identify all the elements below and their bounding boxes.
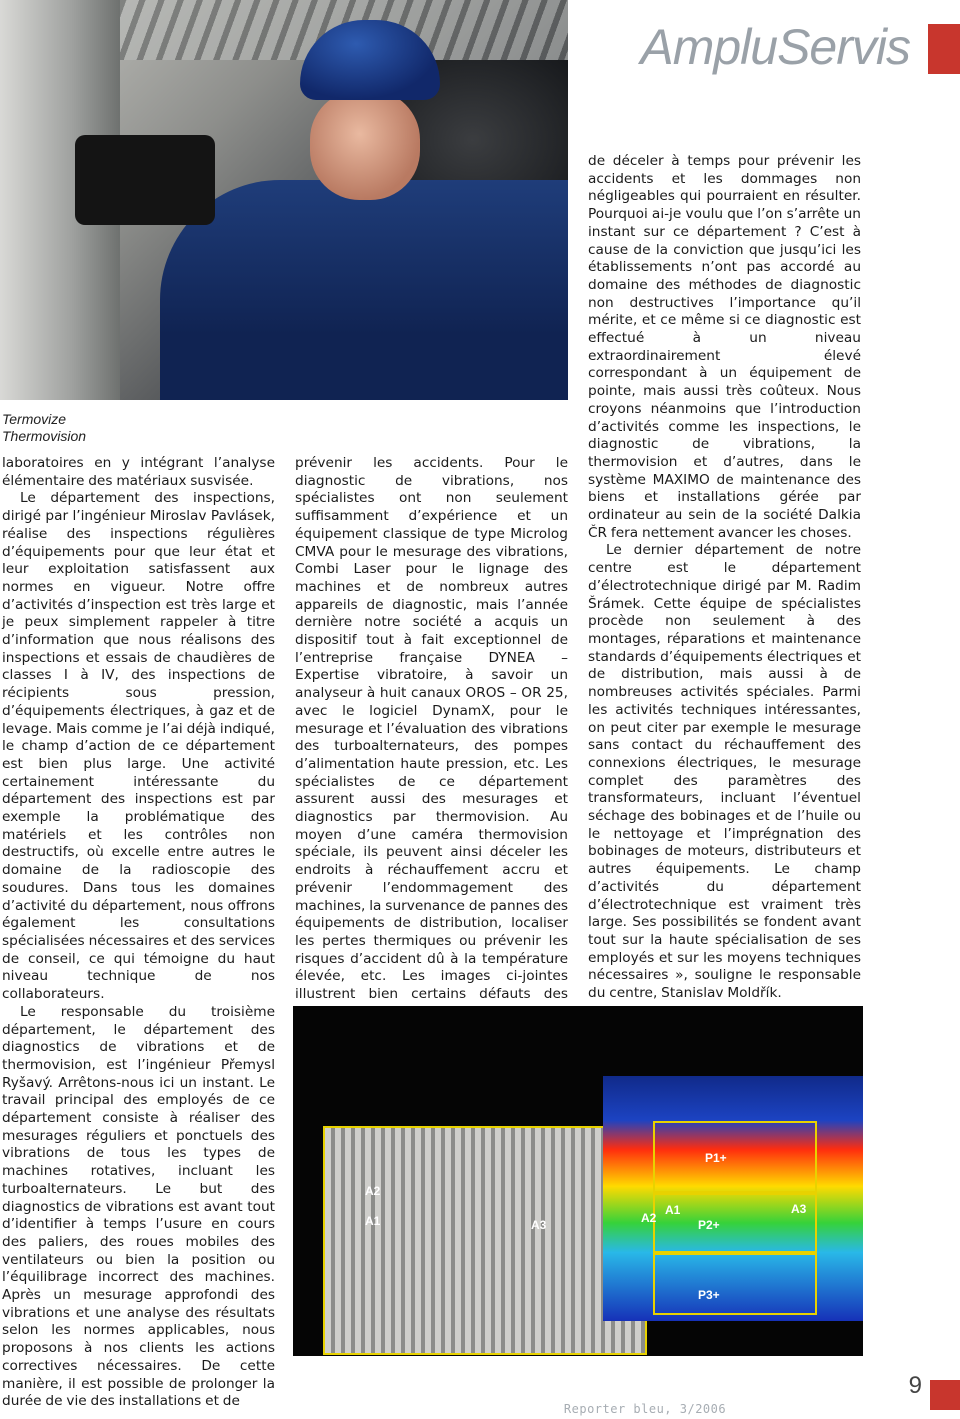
publication-footer: Reporter bleu, 3/2006: [563, 1402, 727, 1416]
transformer-thermogram-photo: [293, 1006, 863, 1356]
thermal-label-p1: P1+: [705, 1151, 727, 1165]
paragraph: prévenir les accidents. Pour le diagnostic de vibrations, nos spécialistes ont non seulement suffisamment d’expérience et un équipement classique de type Microlog CMVA pour le mesurage des vibrations, Combi Laser pour le lignage des machines et de nombreux autres appareils de diagnostic, mais l’année dernière notre société a acquis un dispositif tout à fait exceptionnel de l’entreprise française DYNEA – Expertise vibratoire, à savoir un analyseur à huit canaux OROS – OR 25, avec le logiciel DynamX, pour le mesurage et l’évaluation des vibrations des turboalternateurs, des pompes d’alimentation haute pression, etc. Les spécialistes de ce département assurent aussi des mesurages et diagnostics par thermovision. Au moyen d’une caméra thermovision spéciale, ils peuvent ainsi déceler les endroits à réchauffement accru et prévenir l’endommagement des machines, la survenance de pannes des équipements de distribution, localiser les pertes thermiques ou prévenir les risques d’accident dû à la température élevée, etc. Les images ci-jointes illustrent bien certains défauts des: [295, 455, 568, 1003]
thermal-label-p2: P2+: [698, 1218, 720, 1232]
caption-czech: Termovize: [2, 411, 67, 427]
photo-worker-face: [310, 90, 420, 200]
caption-french: Thermovision: [2, 428, 87, 444]
brand-logo-text: AmpluServis: [640, 19, 910, 75]
photo-transformer-fins: [323, 1126, 647, 1355]
thermal-region-middle: [653, 1191, 817, 1255]
paragraph: Le département des inspections, dirigé par l’ingénieur Miroslav Pavlásek, réalise des inspections régulières d’équipements pour que leur état et leur exploitation satisfassent aux normes en vigueur. Notre offre d’activités d’inspection est très large et je peux simplement rappeler à titre d’information que nous réalisons des inspections et essais de chaudières de classes I à IV, des inspections de récipients sous pression, d’équipements électriques, à gaz et de levage. Mais comme je l’ai déjà indiqué, le champ d’action de ce département est bien plus large. Une activité certainement intéressante du département des inspections est par exemple la problématique des matériels et les contrôles non destructifs, où excelle entre autres le domaine de la radioscopie des soudures. Dans tous les domaines d’activité du département, nous offrons également les consultations spécialisées nécessaires et des services de conseil, ce qui témoigne du haut niveau technique de nos collaborateurs.: [2, 490, 275, 1003]
thermal-label-a2-right: A2: [641, 1211, 657, 1225]
thermal-label-a1-left: A1: [365, 1214, 381, 1228]
page-number: 9: [908, 1372, 922, 1399]
paragraph: Le dernier département de notre centre est le département d’électrotechnique dirigé par M. Radim Šrámek. Cette équipe de spécialistes procède non seulement à des montages, réparations et maintenance standards d’équipements électriques et de distribution, mais aussi à de nombreuses activités spéciales. Parmi les activités techniques intéressantes, on peut citer par exemple le mesurage sans contact du réchauffement des connexions électriques, le mesurage complet des paramètres des transformateurs, incluant l’éventuel séchage des bobinages et de l’huile ou le nettoyage et l’imprégnation des bobinages de moteurs, distributeurs et autres équipements. Le champ d’activités du département d’électrotechnique est vraiment très large. Ses possibilités se fondent avant tout sur la haute spécialisation de ses employés et sur les moyens techniques nécessaires », souligne le responsable du centre, Stanislav Moldřík.: [588, 542, 861, 1002]
thermal-region-lower: [653, 1251, 817, 1315]
paragraph: de déceler à temps pour prévenir les accidents et les dommages non négligeables qui pourraient en résulter. Pourquoi ai-je voulu que l’on s’arrête un instant sur ce département ? C’est à cause de la conviction que jusqu’ici les établissements n’ont pas accordé au domaine des méthodes de diagnostic non destructives l’importance qu’il mérite, et ce même si ce diagnostic est effectué à un niveau extraordinairement élevé correspondant à un équipement de pointe, mais aussi très coûteux. Nous croyons néanmoins que l’introduction d’activités comme les inspections, le diagnostic de vibrations, la thermovision et d’autres, dans le système MAXIMO de maintenance des biens et installations gérée par ordinateur au sein de la société Dalkia ČR fera nettement avancer les choses.: [588, 153, 861, 541]
text-column-left: [2, 455, 275, 1411]
thermal-label-a1-right: A1: [665, 1203, 681, 1217]
brand-accent-block: [928, 24, 960, 74]
text-column-right: [588, 153, 861, 1003]
thermovision-worker-photo: [0, 0, 568, 400]
paragraph: Le responsable du troisième département, le département des diagnostics de vibrations et de thermovision, est l’ingénieur Přemysl Ryšavý. Arrêtons-nous ici un instant. Le travail principal des employés de ce département consiste à réaliser des mesurages réguliers et ponctuels des vibrations de tous les types de machines rotatives, incluant les turboalternateurs. Le but des diagnostics de vibrations est avant tout d’identifier à temps l’usure en cours des paliers, des roues mobiles des ventilateurs ou bien la position ou l’équilibrage incorrect des machines. Après un mesurage approfondi des vibrations et une analyse des résultats selon les normes applicables, nous proposons à nos clients les actions correctives nécessaires. De cette manière, il est possible de prolonger la durée de vie des installations et de: [2, 1003, 275, 1410]
thermal-region-upper: [653, 1121, 817, 1195]
thermal-label-p3: P3+: [698, 1288, 720, 1302]
photo-caption: [2, 411, 272, 445]
thermal-label-a2-left: A2: [365, 1184, 381, 1198]
paragraph: laboratoires en y intégrant l’analyse élémentaire des matériaux susvisée.: [2, 455, 275, 489]
thermal-label-a3-right: A3: [791, 1202, 807, 1216]
photo-thermal-camera: [75, 135, 215, 225]
footer-accent-block: [930, 1380, 960, 1410]
photo-worker-jacket: [160, 180, 568, 400]
thermal-label-a3-left: A3: [531, 1218, 547, 1232]
text-column-middle: [295, 455, 568, 1022]
